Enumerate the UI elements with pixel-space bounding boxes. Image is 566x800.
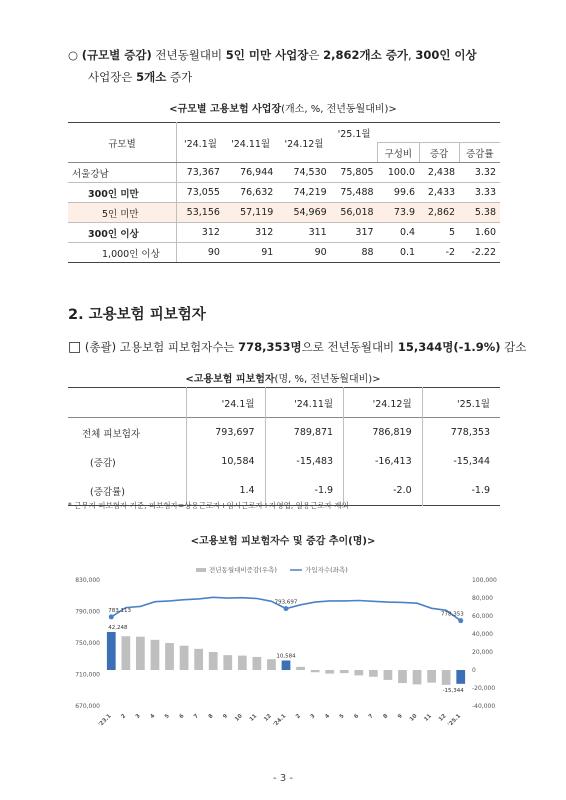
legend-label-bar: 전년동월대비증감(우측): [209, 566, 277, 574]
increase-bar: [340, 670, 349, 673]
cell: 57,119: [224, 203, 277, 223]
row-label: 300인 미만: [68, 183, 177, 203]
insured-point: [458, 618, 463, 623]
x-axis-tick: 9: [222, 713, 230, 721]
x-axis-tick: 7: [367, 713, 375, 721]
cell: 1.60: [459, 223, 500, 243]
cell: 74,219: [277, 183, 330, 203]
cell: -1.9: [471, 485, 490, 496]
right-axis-tick: 0: [472, 667, 476, 674]
caption-bold: <고용보험 피보험자수 및 증감 추이(명)>: [190, 536, 376, 547]
table-header: '24.11월: [265, 388, 344, 418]
x-axis-tick: 6: [178, 713, 186, 721]
row-label: 5인 미만: [68, 203, 177, 223]
data-label: 778,353: [440, 611, 464, 618]
cell: -2.22: [459, 243, 500, 263]
right-axis-tick: 80,000: [472, 595, 493, 602]
cell: -15,344: [453, 456, 490, 467]
table-subheader: 구성비: [378, 143, 420, 163]
caption-rest: (명, %, 전년동월대비)>: [274, 374, 381, 385]
cell: 317: [331, 223, 378, 243]
insured-summary-paragraph: [68, 339, 526, 355]
table-header: '24.1월: [177, 123, 224, 163]
increase-bar: [384, 670, 393, 680]
x-axis-tick: 11: [248, 713, 259, 723]
cell: -15,483: [265, 447, 344, 476]
cell: 91: [224, 243, 277, 263]
right-axis-tick: -40,000: [472, 703, 496, 710]
x-axis-tick: '23.1: [97, 713, 113, 729]
x-axis-tick: 8: [207, 713, 215, 721]
paragraph-bold: 300인 이상: [415, 48, 477, 62]
insured-table: [68, 387, 500, 506]
table-header: '25.1월: [457, 398, 490, 410]
increase-bar: [369, 670, 378, 677]
increase-bar: [267, 659, 276, 670]
paragraph-heading: (규모별 증감): [81, 48, 152, 62]
paragraph-text: 감소: [500, 340, 527, 354]
row-label: (증감): [68, 447, 187, 476]
increase-bar: [223, 655, 232, 670]
paragraph-bold: 15,344명(-1.9%): [397, 340, 501, 354]
cell: 0.1: [378, 243, 420, 263]
legend-swatch-bar: [196, 568, 206, 572]
increase-bar: [282, 660, 291, 670]
cell: 76,944: [224, 163, 277, 183]
cell: -16,413: [344, 447, 423, 476]
x-axis-tick: 12: [437, 713, 448, 723]
table-row: [68, 243, 500, 263]
cell: 0.4: [378, 223, 420, 243]
cell: 54,969: [277, 203, 330, 223]
cell: 74,530: [277, 163, 330, 183]
increase-bar: [442, 670, 451, 685]
increase-bar: [136, 637, 145, 670]
increase-bar: [151, 640, 160, 670]
size-change-paragraph: [68, 44, 508, 88]
circle-bullet-icon: ○: [68, 48, 79, 62]
increase-bar: [180, 646, 189, 670]
x-axis-tick: 2: [295, 713, 302, 721]
increase-bar: [165, 643, 174, 670]
square-bullet-icon: □: [68, 339, 82, 355]
caption-bold: <규모별 고용보험 사업장: [169, 104, 282, 115]
chart-caption: [0, 532, 566, 547]
table-subheader: 증감: [419, 143, 459, 163]
paragraph-bold: 2,862개소 증가: [323, 48, 408, 62]
chart-legend: [196, 565, 348, 574]
x-axis-tick: 9: [396, 713, 404, 721]
row-label: 300인 이상: [68, 223, 177, 243]
cell: 99.6: [378, 183, 420, 203]
cell: 3.32: [459, 163, 500, 183]
paragraph-bold: 5인 미만 사업장: [225, 48, 309, 62]
cell: 75,805: [331, 163, 378, 183]
x-axis-tick: 10: [408, 713, 419, 723]
x-axis-tick: 3: [309, 713, 317, 721]
x-axis-tick: 7: [193, 713, 201, 721]
row-label: 전체 피보험자: [68, 418, 187, 448]
table1-caption: [0, 100, 566, 115]
right-axis-tick: 20,000: [472, 649, 493, 656]
cell: 2,438: [419, 163, 459, 183]
data-label: 42,248: [108, 624, 128, 631]
caption-rest: (개소, %, 전년동월대비)>: [281, 104, 397, 115]
x-axis-tick: 2: [120, 713, 128, 721]
increase-bar: [238, 656, 247, 670]
table-row: [68, 418, 500, 448]
increase-bar: [121, 636, 130, 670]
cell: 2,433: [419, 183, 459, 203]
increase-bar: [194, 649, 203, 670]
right-axis-tick: 100,000: [472, 577, 497, 584]
table-header: 규모별: [68, 123, 177, 163]
footnote: * 근무지 피보험자 기준, 피보험자=상용근로자+임시근로자+자영업, 일용근로자 제외: [68, 501, 349, 510]
cell: -2.0: [344, 476, 423, 506]
insured-point: [109, 614, 114, 619]
x-axis-tick: '24.1: [272, 713, 288, 729]
table-header: [68, 388, 187, 418]
cell: 5: [419, 223, 459, 243]
paragraph-bold: 5개소: [136, 70, 167, 84]
left-axis-tick: 710,000: [75, 671, 100, 679]
cell: 76,632: [224, 183, 277, 203]
paragraph-text: 은: [308, 48, 324, 62]
increase-bar: [209, 652, 218, 670]
cell: -1.9: [265, 476, 344, 506]
row-label: 서울강남: [68, 163, 177, 183]
table-header: '24.12월: [344, 388, 423, 418]
increase-bar: [456, 670, 465, 684]
business-size-table: [68, 122, 500, 263]
row-label: (증감률): [68, 476, 187, 506]
section-title: 2. 고용보험 피보험자: [68, 307, 206, 323]
cell: 56,018: [331, 203, 378, 223]
table-header: '24.12월: [277, 123, 330, 163]
cell: 73,367: [177, 163, 224, 183]
cell: 2,862: [419, 203, 459, 223]
increase-bar: [354, 670, 363, 675]
cell: 786,819: [344, 418, 423, 448]
increase-bar: [311, 670, 320, 672]
data-label: -15,344: [442, 687, 464, 694]
data-label: 783,113: [108, 607, 132, 614]
left-axis-tick: 830,000: [75, 577, 100, 584]
paragraph-text: 으로 전년동월대비: [301, 340, 398, 354]
table-row-highlight: [68, 203, 500, 223]
increase-bar: [296, 667, 305, 670]
data-label: 793,697: [274, 599, 298, 606]
cell: 73.9: [378, 203, 420, 223]
x-axis-tick: 3: [134, 713, 142, 721]
cell: 312: [224, 223, 277, 243]
cell: 3.33: [459, 183, 500, 203]
table2-caption: [0, 370, 566, 385]
table-row: [68, 447, 500, 476]
increase-bar: [427, 670, 436, 683]
paragraph-text: 사업장은: [88, 70, 137, 84]
caption-bold: <고용보험 피보험자: [185, 374, 275, 385]
insured-point: [284, 606, 289, 611]
cell: 73,055: [177, 183, 224, 203]
cell: 789,871: [265, 418, 344, 448]
paragraph-bold: 778,353명: [238, 340, 302, 354]
paragraph-text: (총괄) 고용보험 피보험자수는: [81, 340, 239, 354]
cell: 312: [177, 223, 224, 243]
cell: 88: [331, 243, 378, 263]
cell: 793,697: [187, 418, 266, 448]
left-axis-tick: 750,000: [75, 640, 100, 647]
cell: 75,488: [331, 183, 378, 203]
cell: 53,156: [177, 203, 224, 223]
cell: 100.0: [378, 163, 420, 183]
cell: 778,353: [450, 427, 490, 438]
table-subheader: 증감률: [459, 143, 500, 163]
cell: 1.4: [187, 476, 266, 506]
increase-bar: [398, 670, 407, 683]
row-label: 1,000인 이상: [68, 243, 177, 263]
page-number: - 3 -: [273, 773, 293, 784]
right-axis-tick: 60,000: [472, 613, 493, 620]
paragraph-text: 전년동월대비: [151, 48, 226, 62]
x-axis-tick: 5: [338, 713, 346, 721]
paragraph-text: 증가: [166, 70, 193, 84]
x-axis-tick: 5: [163, 713, 171, 721]
insured-trend-chart: [68, 560, 508, 730]
right-axis-tick: 40,000: [472, 631, 493, 638]
cell: 5.38: [459, 203, 500, 223]
table-header: '24.11월: [224, 123, 277, 163]
cell: 90: [177, 243, 224, 263]
increase-bar: [107, 632, 116, 670]
left-axis-tick: 670,000: [75, 703, 100, 710]
cell: 10,584: [187, 447, 266, 476]
cell: 90: [277, 243, 330, 263]
x-axis-tick: 8: [382, 713, 390, 721]
left-axis-tick: 790,000: [75, 608, 100, 616]
x-axis-tick: 6: [353, 713, 361, 721]
table-header: '24.1월: [187, 388, 266, 418]
x-axis-tick: 4: [324, 713, 332, 721]
x-axis-tick: 12: [263, 713, 273, 723]
data-label: 10,584: [276, 653, 296, 660]
increase-bar: [253, 657, 262, 670]
increase-bar: [413, 670, 422, 684]
cell: -2: [419, 243, 459, 263]
cell: 311: [277, 223, 330, 243]
right-axis-tick: -20,000: [472, 685, 496, 692]
legend-label-line: 가입자수(좌측): [305, 566, 348, 574]
table-header: '25.1월: [337, 128, 371, 140]
x-axis-tick: 11: [423, 713, 434, 723]
table-row: [68, 223, 500, 243]
paragraph-text: ,: [408, 48, 416, 62]
x-axis-tick: 10: [234, 713, 244, 723]
table-row: [68, 163, 500, 183]
table-row: [68, 183, 500, 203]
x-axis-tick: 4: [149, 713, 157, 721]
increase-bar: [325, 670, 334, 674]
x-axis-tick: '25.1: [447, 713, 463, 729]
